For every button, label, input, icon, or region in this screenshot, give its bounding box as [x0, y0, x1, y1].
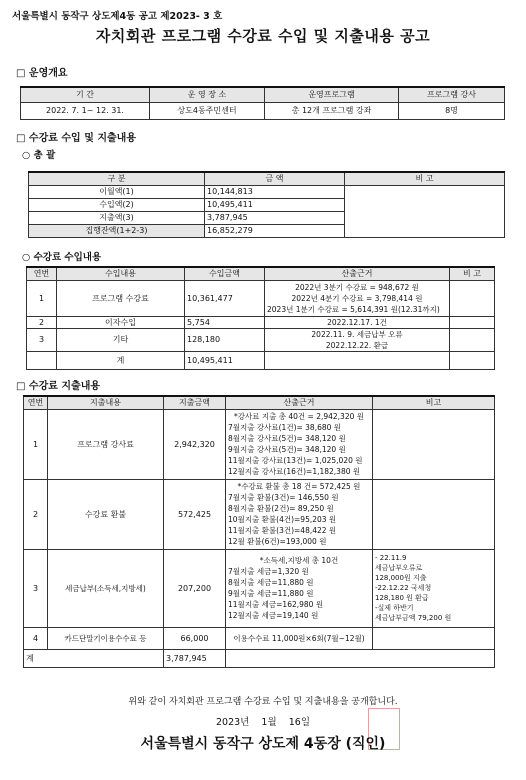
summary-row-label: 집행잔액(1+2-3) [29, 224, 205, 237]
overview-instructor: 8명 [399, 102, 505, 119]
expense-row-amount: 572,425 [164, 479, 226, 549]
expense-note-line: 128,000원 지출 [375, 574, 427, 582]
expense-header-amount: 지출금액 [164, 396, 226, 409]
income-row-amount: 10,361,477 [185, 280, 265, 316]
notice-date: 2023년 1월 16일 [216, 717, 310, 728]
expense-row-item: 카드단말기이용수수료 등 [48, 627, 164, 649]
section-income-expense-title: □ 수강료 수입 및 지출내용 [16, 133, 136, 144]
expense-basis-line: 12월지출 강사료(16건)=1,182,380 원 [228, 467, 361, 476]
expense-basis-line: 8월지출 세금=11,880 원 [228, 578, 314, 587]
summary-header-note: 비 고 [345, 172, 505, 185]
summary-table [28, 171, 505, 238]
expense-basis-line: 11월지출 강사료(13건)= 1,025,020 원 [228, 456, 363, 465]
income-row-amount: 5,754 [185, 316, 265, 328]
expense-row-no: 2 [24, 479, 48, 549]
expense-note-line: 세금납부금액 79,200 원 [375, 614, 452, 622]
income-basis-line: 2022.11. 9. 세금납부 오류 [311, 329, 403, 339]
income-header-amount: 수입금액 [185, 267, 265, 280]
income-header-no: 연번 [27, 267, 57, 280]
income-row-basis: 2022.12.17. 1건 [265, 316, 450, 328]
overview-header-program: 운영프로그램 [265, 87, 399, 102]
expense-basis-line: 8월지출 환불(2건)= 89,250 원 [228, 504, 334, 513]
expense-note-line: - 22.11.9 [375, 554, 407, 562]
overview-header-place: 운 영 장 소 [150, 87, 265, 102]
income-total-label: 계 [57, 351, 185, 369]
income-row-no: 1 [27, 280, 57, 316]
expense-basis-line: 12월 환불(6건)=193,000 원 [228, 537, 327, 546]
expense-basis-line: 11월지출 세금=162,980 원 [228, 600, 324, 609]
summary-row-amount: 3,787,945 [205, 211, 345, 224]
income-table [26, 266, 495, 370]
expense-row-basis [226, 549, 373, 627]
expense-total-note [373, 649, 495, 667]
summary-header-category: 구 분 [29, 172, 205, 185]
expense-basis-line: 10월지출 환불(4건)=95,203 원 [228, 515, 337, 524]
expense-header-no: 연번 [24, 396, 48, 409]
income-row-no: 3 [27, 328, 57, 351]
expense-row-no: 1 [24, 409, 48, 479]
income-section-title: ○ 수강료 수입내용 [22, 252, 102, 263]
expense-basis-line: 9월지출 강사료(5건)= 348,120 원 [228, 445, 346, 454]
disclosure-statement: 위와 같이 자치회관 프로그램 수강료 수입 및 지출내용을 공개합니다. [128, 697, 398, 707]
expense-section-title: □ 수강료 지출내용 [16, 381, 101, 392]
income-total-note [450, 351, 495, 369]
expense-row-amount: 66,000 [164, 627, 226, 649]
expense-basis-line: 8월지출 강사료(5건)= 348,120 원 [228, 434, 346, 443]
expense-note-line: -실제 하반기 [375, 604, 414, 612]
expense-row-note [373, 409, 495, 479]
income-row-no: 2 [27, 316, 57, 328]
income-row-item: 프로그램 수강료 [57, 280, 185, 316]
income-total-amount: 10,495,411 [185, 351, 265, 369]
summary-row-amount: 10,495,411 [205, 198, 345, 211]
expense-row-note [373, 627, 495, 649]
overview-table [20, 86, 505, 120]
overview-header-period: 기 간 [21, 87, 150, 102]
expense-total-basis [226, 649, 373, 667]
summary-row-amount: 10,144,813 [205, 185, 345, 198]
expense-row-basis [226, 409, 373, 479]
expense-row-no: 3 [24, 549, 48, 627]
income-row-note [450, 280, 495, 316]
expense-table [23, 395, 495, 668]
expense-row-note [373, 479, 495, 549]
income-row-item: 이자수입 [57, 316, 185, 328]
income-row-basis [265, 328, 450, 351]
income-total-no [27, 351, 57, 369]
expense-row-amount: 2,942,320 [164, 409, 226, 479]
expense-basis-line: 7월지출 강사료(1건)= 38,680 원 [228, 423, 342, 432]
overview-header-instructor: 프로그램 강사 [399, 87, 505, 102]
expense-basis-line: *강사료 지출 총 40건 = 2,942,320 원 [233, 412, 364, 421]
income-basis-line: 2022.12.22. 환급 [325, 340, 389, 350]
expense-row-note [373, 549, 495, 627]
notice-number: 서울특별시 동작구 상도제4동 공고 제2023- 3 호 [12, 11, 223, 22]
income-total-basis [265, 351, 450, 369]
expense-basis-line: 7월지출 세금=1,320 원 [228, 567, 309, 576]
expense-row-basis [226, 479, 373, 549]
signature-line: 서울특별시 동작구 상도제 4동장 (직인) [140, 736, 386, 752]
expense-note-line: 128,180 원 환급 [375, 594, 429, 602]
summary-row-amount: 16,852,279 [205, 224, 345, 237]
income-header-note: 비 고 [450, 267, 495, 280]
expense-row-item: 수강료 환불 [48, 479, 164, 549]
income-basis-line: 2022년 4분기 수강료 = 3,798,414 원 [291, 293, 423, 303]
summary-header-amount: 금 액 [205, 172, 345, 185]
income-row-note [450, 316, 495, 328]
expense-basis-line: *소득세,지방세 총 10건 [259, 556, 339, 565]
expense-row-item: 프로그램 강사료 [48, 409, 164, 479]
expense-header-item: 지출내용 [48, 396, 164, 409]
expense-basis-line: 11월지출 환불(3건)=48,422 원 [228, 526, 337, 535]
income-basis-line: 2023년 1분기 수강료 = 5,614,391 원(12.31까지) [267, 304, 440, 314]
income-header-basis: 산출근거 [265, 267, 450, 280]
income-row-amount: 128,180 [185, 328, 265, 351]
income-row-item: 기타 [57, 328, 185, 351]
income-basis-line: 2022년 3분기 수강료 = 948,672 원 [295, 282, 419, 292]
expense-header-basis: 산출근거 [226, 396, 373, 409]
expense-header-note: 비고 [373, 396, 495, 409]
income-header-item: 수입내용 [57, 267, 185, 280]
expense-row-amount: 207,200 [164, 549, 226, 627]
expense-note-line: 세금납부오류로 [375, 564, 423, 572]
expense-basis-line: 12월지출 세금=19,140 원 [228, 611, 319, 620]
expense-basis-line: 9월지출 세금=11,880 원 [228, 589, 314, 598]
expense-row-no: 4 [24, 627, 48, 649]
overview-program: 총 12개 프로그램 강좌 [265, 102, 399, 119]
overview-period: 2022. 7. 1~ 12. 31. [21, 102, 150, 119]
expense-total-label: 계 [24, 649, 164, 667]
summary-row-label: 이월액(1) [29, 185, 205, 198]
expense-basis-line: 7월지출 환불(3건)= 146,550 원 [228, 493, 339, 502]
summary-title: ○ 총 괄 [22, 150, 56, 161]
expense-note-line: -22.12.22 국세청 [375, 584, 432, 592]
expense-basis-line: *수강료 환불 총 18 건= 572,425 원 [237, 482, 361, 491]
summary-row-label: 수입액(2) [29, 198, 205, 211]
overview-place: 상도4동주민센터 [150, 102, 265, 119]
expense-total-amount: 3,787,945 [164, 649, 226, 667]
summary-row-label: 지출액(3) [29, 211, 205, 224]
summary-note-cell [345, 185, 505, 237]
expense-row-basis: 이용수수료 11,000원×6회(7월~12월) [226, 627, 373, 649]
income-row-basis [265, 280, 450, 316]
income-row-note [450, 328, 495, 351]
page-title: 자치회관 프로그램 수강료 수입 및 지출내용 공고 [95, 27, 431, 45]
expense-row-item: 세금납부(소득세,지방세) [48, 549, 164, 627]
section-overview-title: □ 운영개요 [16, 68, 68, 79]
